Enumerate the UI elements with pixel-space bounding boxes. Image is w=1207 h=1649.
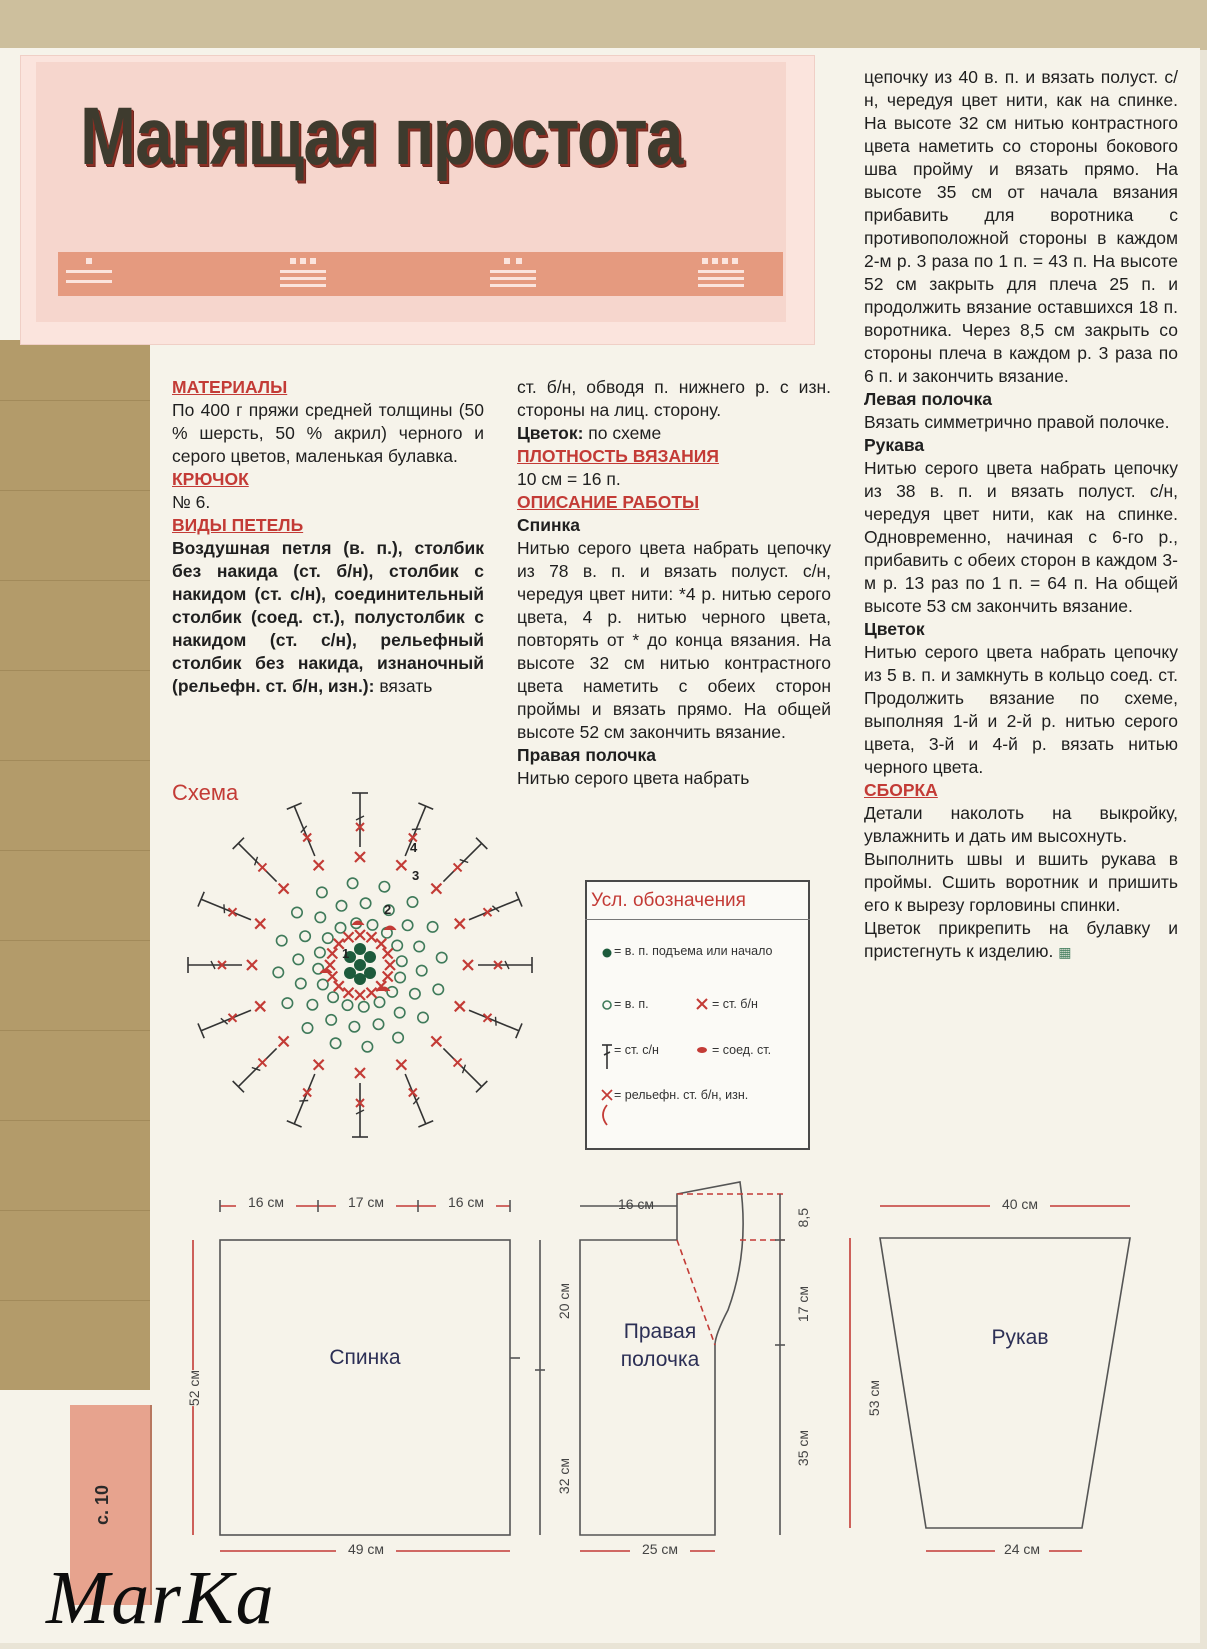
center-chain-mark — [344, 967, 356, 979]
flower-line — [517, 422, 831, 445]
single-crochet-mark — [255, 919, 265, 929]
page-title: Манящая простота — [80, 91, 682, 182]
front-bottom-dim: 25 см — [630, 1541, 690, 1557]
relief-stitch-mark — [483, 908, 491, 916]
center-chain-mark — [354, 943, 366, 955]
stitches-tail: вязать — [374, 676, 433, 696]
slip-stitch-mark — [320, 969, 332, 973]
chain-loop-mark — [374, 997, 384, 1007]
assembly-text-3-content: Цветок прикрепить на булавку и пристегнуть к изделию. — [864, 918, 1178, 961]
relief-stitch-mark — [454, 863, 462, 871]
right-front-text: Нитью серого цвета набрать — [517, 768, 750, 788]
flower-subheading: Цветок — [864, 619, 925, 639]
column-description — [517, 376, 831, 790]
single-crochet-mark — [366, 932, 376, 942]
single-crochet-mark — [314, 1060, 324, 1070]
sleeves-text: Нитью серого цвета набрать цепочку из 38 в. п. и вязать полуст. с/н, чередуя цвет нити, как на спинке. Одновременно, начиная с 6-го р., прибавить с обеих сторон в каждом 3-м р. 13 раз по 1 п. = 64 п. На общей высоте 53 см закончить вязание. — [864, 458, 1178, 616]
stitches-continuation: ст. б/н, обводя п. нижнего р. с изн. стороны на лиц. сторону. — [517, 377, 831, 420]
decorative-stripe — [58, 252, 783, 296]
double-crochet-tick — [301, 826, 307, 833]
chain-loop-mark — [418, 1012, 428, 1022]
chain-loop-mark — [326, 1015, 336, 1025]
back-height-dim: 52 см — [186, 1370, 202, 1407]
single-crochet-mark — [463, 960, 473, 970]
hook-text: № 6. — [172, 492, 211, 512]
back-top-right-dim: 16 см — [436, 1194, 496, 1210]
sleeve-piece-label: Рукав — [991, 1326, 1049, 1349]
double-crochet-spoke — [443, 843, 481, 881]
page-number: с. 10 — [92, 1484, 112, 1526]
double-crochet-spoke — [405, 1074, 426, 1124]
right-front-subheading: Правая полочка — [517, 745, 656, 765]
center-chain-mark — [354, 973, 366, 985]
chain-loop-mark — [397, 956, 407, 966]
chain-loop-mark — [362, 1042, 372, 1052]
end-mark-icon: ▦ — [1058, 944, 1072, 960]
right-front-continued: цепочку из 40 в. п. и вязать полуст. с/н, чередуя цвет нити, как на спинке. На высоте 32 см нитью контрастного цвета наметить со стороны бокового шва пройму и вязать прямо. На высоте 35 см от начала вязания прибавить для воротника с противоположной стороны в каждом 2-м р. 3 раза по 1 п. = 43 п. На высоте 52 см закрыть для плеча 25 п. и продолжить вязание оставшихся 18 п. воротника. Через 8,5 см закрыть со стороны плеча в каждом р. 3 раза по 6 п. и закончить вязание. — [864, 67, 1178, 386]
chain-loop-mark — [292, 907, 302, 917]
front-right-top-dim: 8,5 — [795, 1208, 811, 1228]
relief-stitch-mark — [483, 1014, 491, 1022]
double-crochet-spoke — [443, 1048, 481, 1086]
double-crochet-spoke — [294, 1074, 315, 1124]
double-crochet-spoke — [238, 843, 276, 881]
sleeve-height-dim: 53 см — [866, 1380, 882, 1417]
double-crochet-tick — [496, 1017, 497, 1026]
single-crochet-mark — [355, 852, 365, 862]
double-crochet-spoke — [294, 806, 315, 856]
double-crochet-spoke — [238, 1048, 276, 1086]
sleeve-bottom-dim: 24 см — [995, 1541, 1049, 1557]
double-crochet-spoke — [201, 899, 251, 920]
front-piece-label: Правая полочка — [620, 1320, 700, 1371]
column-materials — [172, 376, 484, 698]
single-crochet-mark — [396, 1060, 406, 1070]
slip-stitch-icon — [695, 1044, 709, 1056]
row-number-2: 2 — [384, 902, 392, 917]
single-crochet-mark — [366, 988, 376, 998]
chain-loop-mark — [315, 947, 325, 957]
chain-loop-mark — [293, 954, 303, 964]
single-crochet-mark — [327, 949, 337, 959]
single-crochet-icon — [694, 996, 710, 1012]
stripe-ornament-icon — [280, 258, 326, 290]
front-right-low-dim: 35 см — [795, 1430, 811, 1467]
chain-loop-mark — [392, 940, 402, 950]
legend-item-slip-stitch: = соед. ст. — [712, 1043, 772, 1057]
double-crochet-top — [418, 803, 433, 809]
single-crochet-mark — [455, 1001, 465, 1011]
sleeve-top-dim: 40 см — [990, 1196, 1050, 1212]
chain-loop-mark — [335, 923, 345, 933]
double-crochet-top — [516, 892, 522, 907]
single-crochet-mark — [279, 884, 289, 894]
assembly-text-2: Выполнить швы и вшить рукава в проймы. Сшить воротник и пришить его к вырезу горловины спинки. — [864, 849, 1178, 915]
chain-loop-mark — [407, 897, 417, 907]
relief-stitch-mark — [454, 1059, 462, 1067]
stitches-heading: ВИДЫ ПЕТЕЛЬ — [172, 515, 304, 535]
chain-loop-mark — [347, 878, 357, 888]
chain-loop-mark — [349, 1022, 359, 1032]
stripe-ornament-icon — [490, 258, 536, 290]
single-crochet-mark — [255, 1001, 265, 1011]
flower-chart — [160, 790, 570, 1190]
legend-item-relief-stitch: = рельефн. ст. б/н, изн. — [614, 1088, 749, 1102]
relief-stitch-mark — [409, 1088, 417, 1096]
chain-loop-mark — [318, 979, 328, 989]
center-chain-mark — [364, 967, 376, 979]
single-crochet-mark — [455, 919, 465, 929]
chain-loop-mark — [277, 935, 287, 945]
single-crochet-mark — [344, 988, 354, 998]
single-crochet-mark — [344, 932, 354, 942]
single-crochet-mark — [431, 884, 441, 894]
single-crochet-mark — [355, 1068, 365, 1078]
stitches-text: Воздушная петля (в. п.), столбик без накида (ст. б/н), столбик с накидом (ст. с/н), соединительный столбик (соед. ст.), полустолбик с накидом (ст. с/н), рельефный столбик без накида, изнаночный (рельефн. ст. б/н, изн.): — [172, 538, 484, 696]
double-crochet-icon — [602, 1045, 612, 1069]
double-crochet-top — [198, 1023, 204, 1038]
chain-loop-mark — [328, 992, 338, 1002]
left-front-text: Вязать симметрично правой полочке. — [864, 412, 1170, 432]
chain-loop-mark — [427, 922, 437, 932]
relief-stitch-mark — [258, 863, 266, 871]
double-crochet-tick — [492, 906, 499, 912]
left-margin — [0, 340, 150, 1390]
back-piece-outline — [220, 1240, 510, 1535]
row-number-3: 3 — [412, 868, 420, 883]
double-crochet-top — [198, 892, 204, 907]
single-crochet-mark — [279, 1036, 289, 1046]
double-crochet-top — [418, 1121, 433, 1127]
relief-stitch-mark — [303, 1088, 311, 1096]
back-subheading: Спинка — [517, 515, 581, 535]
stitches-paragraph — [172, 537, 484, 698]
relief-stitch-mark — [229, 1014, 237, 1022]
signature-watermark: MarKa — [46, 1556, 276, 1640]
double-crochet-tick — [224, 904, 225, 913]
chain-loop-mark — [315, 912, 325, 922]
materials-heading: МАТЕРИАЛЫ — [172, 377, 288, 397]
chain-loop-mark — [414, 941, 424, 951]
chain-loop-mark — [417, 965, 427, 975]
chain-loop-mark — [336, 901, 346, 911]
chain-loop-mark — [393, 1032, 403, 1042]
front-left-upper-dim: 20 см — [556, 1283, 572, 1320]
relief-stitch-mark — [303, 834, 311, 842]
back-piece-label: Спинка — [329, 1346, 401, 1369]
materials-text: По 400 г пряжи средней толщины (50 % шерсть, 50 % акрил) черного и серого цветов, маленькая булавка. — [172, 400, 484, 466]
single-crochet-mark — [355, 990, 365, 1000]
hook-heading: КРЮЧОК — [172, 469, 249, 489]
row-number-1: 1 — [342, 946, 350, 961]
chain-loop-mark — [387, 987, 397, 997]
chain-loop-mark — [330, 1038, 340, 1048]
single-crochet-mark — [383, 949, 393, 959]
flower-scheme-text: по схеме — [583, 423, 662, 443]
double-crochet-top — [516, 1023, 522, 1038]
double-crochet-spoke — [469, 899, 519, 920]
sleeves-subheading: Рукава — [864, 435, 925, 455]
relief-stitch-icon — [602, 1090, 612, 1125]
single-crochet-mark — [431, 1036, 441, 1046]
single-crochet-mark — [376, 939, 386, 949]
single-crochet-mark — [314, 860, 324, 870]
single-crochet-mark — [334, 981, 344, 991]
back-text: Нитью серого цвета набрать цепочку из 78 в. п. и вязать полуст. с/н, чередуя цвет нити: *4 р. нитью серого цвета, 4 р. нитью черного цвета, повторять от * до конца вязания. На высоте 32 см нитью контрастного цвета наметить с обеих сторон проймы и вязать прямо. На общей высоте 52 см закончить вязание. — [517, 538, 831, 742]
start-chain-icon — [603, 949, 612, 958]
double-crochet-top — [287, 1121, 302, 1127]
assembly-heading: СБОРКА — [864, 780, 938, 800]
double-crochet-spoke — [469, 1010, 519, 1031]
schema-label: Схема — [172, 780, 239, 805]
single-crochet-mark — [355, 930, 365, 940]
double-crochet-tick — [299, 1101, 308, 1102]
chain-loop-mark — [437, 952, 447, 962]
double-crochet-tick — [221, 1018, 228, 1024]
stripe-ornament-icon — [698, 258, 744, 290]
legend-item-single-crochet: = ст. б/н — [712, 997, 758, 1011]
back-top-left-dim: 16 см — [236, 1194, 296, 1210]
chain-loop-mark — [273, 967, 283, 977]
density-heading: ПЛОТНОСТЬ ВЯЗАНИЯ — [517, 446, 719, 466]
slip-stitch-mark — [384, 926, 396, 930]
chain-loop-mark — [359, 1002, 369, 1012]
center-chain-mark — [354, 959, 366, 971]
relief-stitch-mark — [258, 1059, 266, 1067]
stripe-ornament-icon — [66, 258, 112, 290]
density-text: 10 см = 16 п. — [517, 469, 621, 489]
chain-loop-mark — [395, 972, 405, 982]
chain-loop-mark — [367, 920, 377, 930]
chain-loop-mark — [433, 984, 443, 994]
chain-loop-mark — [410, 989, 420, 999]
chain-loop-mark — [395, 1007, 405, 1017]
chain-loop-mark — [342, 1000, 352, 1010]
flower-label: Цветок: — [517, 423, 584, 443]
front-left-lower-dim: 32 см — [556, 1458, 572, 1495]
chain-loop-mark — [302, 1023, 312, 1033]
row-number-4: 4 — [410, 840, 418, 855]
chain-icon — [603, 1001, 611, 1009]
chain-loop-mark — [307, 1000, 317, 1010]
relief-stitch-mark — [229, 908, 237, 916]
front-right-mid-dim: 17 см — [795, 1286, 811, 1323]
sleeve-piece-outline — [880, 1238, 1130, 1528]
work-heading: ОПИСАНИЕ РАБОТЫ — [517, 492, 700, 512]
column-continued — [864, 66, 1178, 964]
double-crochet-top — [287, 803, 302, 809]
back-top-mid-dim: 17 см — [336, 1194, 396, 1210]
double-crochet-tick — [413, 1097, 419, 1104]
legend-item-start-chain: = в. п. подъема или начало — [614, 944, 773, 958]
legend-title: Усл. обозначения — [585, 880, 810, 920]
single-crochet-mark — [247, 960, 257, 970]
assembly-text-1: Детали наколоть на выкройку, увлажнить и дать им высохнуть. — [864, 803, 1178, 846]
front-top-dim: 16 см — [617, 1196, 655, 1212]
double-crochet-tick — [412, 829, 421, 830]
center-chain-mark — [364, 951, 376, 963]
legend-item-double-crochet: = ст. с/н — [614, 1043, 659, 1057]
chain-loop-mark — [360, 898, 370, 908]
chain-loop-mark — [379, 882, 389, 892]
single-crochet-mark — [383, 971, 393, 981]
left-front-subheading: Левая полочка — [864, 389, 992, 409]
slip-stitch-mark — [352, 921, 364, 925]
chain-loop-mark — [317, 887, 327, 897]
chain-loop-mark — [300, 931, 310, 941]
double-crochet-spoke — [201, 1010, 251, 1031]
single-crochet-mark — [385, 960, 395, 970]
flower-text: Нитью серого цвета набрать цепочку из 5 в. п. и замкнуть в кольцо соед. ст. Продолжить вязание по схеме, выполняя 1-й и 2-й р. нитью серого цвета, 3-й и 4-й р. вязать нитью черного цвета. — [864, 642, 1178, 777]
single-crochet-mark — [325, 960, 335, 970]
chain-loop-mark — [296, 978, 306, 988]
chain-loop-mark — [373, 1019, 383, 1029]
single-crochet-mark — [396, 860, 406, 870]
assembly-text-3 — [864, 917, 1178, 964]
top-margin — [0, 0, 1207, 50]
chain-loop-mark — [402, 920, 412, 930]
legend-item-chain: = в. п. — [614, 997, 649, 1011]
back-bottom-dim: 49 см — [336, 1541, 396, 1557]
chain-loop-mark — [323, 933, 333, 943]
chain-loop-mark — [282, 998, 292, 1008]
